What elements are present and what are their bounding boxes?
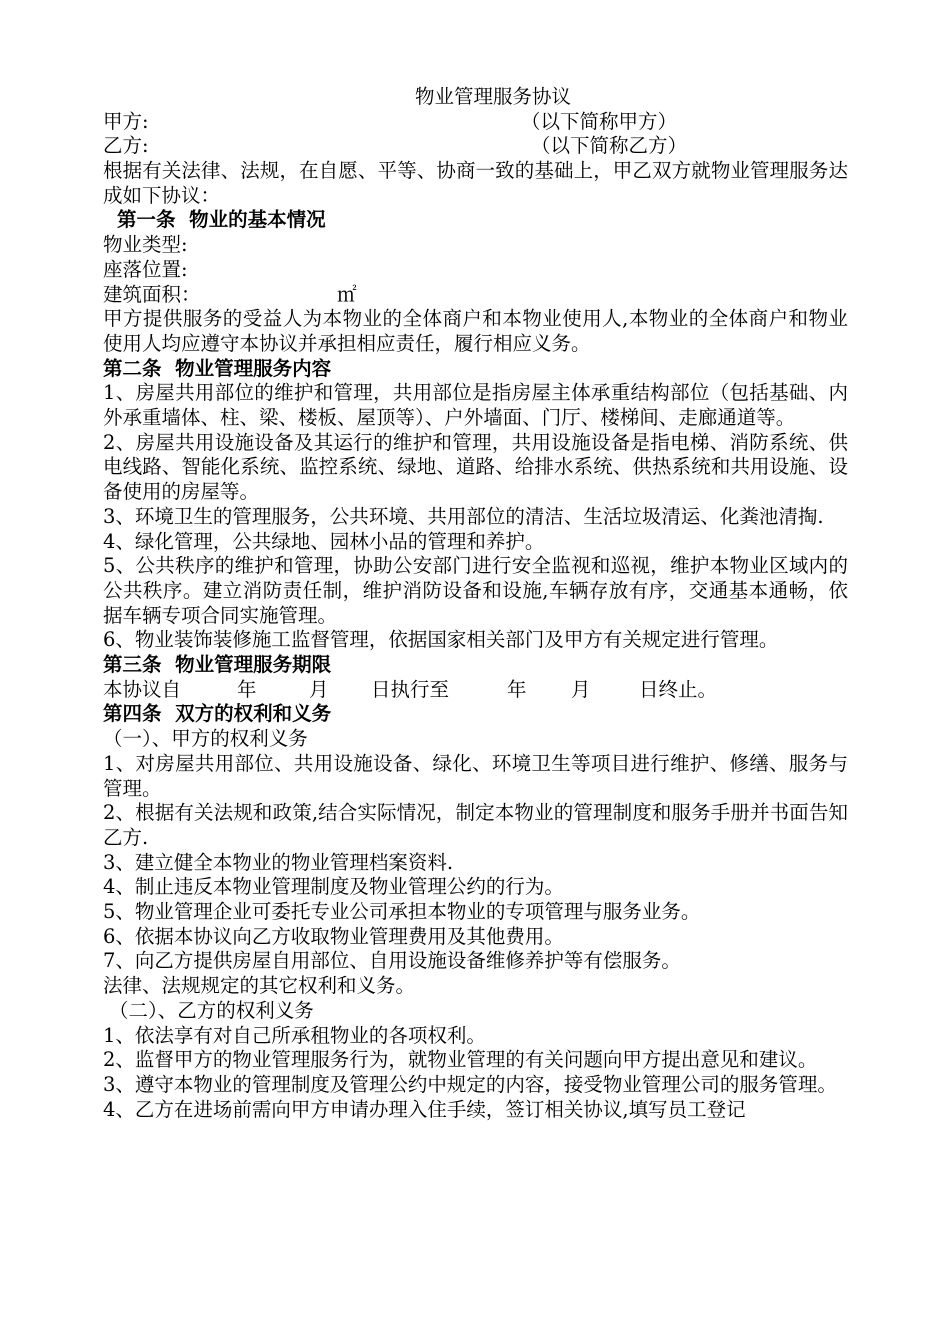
property-location-label: 座落位置: — [103, 257, 188, 281]
party-b-row — [103, 134, 848, 159]
article-2-heading: 第二条 物业管理服务内容 — [103, 356, 332, 380]
agreement-body — [103, 85, 848, 1122]
term-from-text: 本协议自 — [103, 677, 182, 701]
party-a-item: 1、对房屋共用部位、共用设施设备、绿化、环境卫生等项目进行维护、修缮、服务与管理。 — [103, 751, 848, 800]
article-2-item: 6、物业装饰装修施工监督管理，依据国家相关部门及甲方有关规定进行管理。 — [103, 628, 779, 652]
article-2-item: 4、绿化管理，公共绿地、园林小品的管理和养护。 — [103, 529, 545, 553]
party-a-item: 4、制止违反本物业管理制度及物业管理公约的行为。 — [103, 875, 564, 899]
property-type-label: 物业类型: — [103, 233, 188, 257]
intro-paragraph: 根据有关法律、法规，在自愿、平等、协商一致的基础上，甲乙双方就物业管理服务达成如下协议： — [103, 159, 848, 207]
term-year-2: 年 — [507, 677, 527, 701]
building-area-label: 建筑面积： — [103, 282, 201, 306]
party-a-item: 法律、法规规定的其它权利和义务。 — [103, 974, 416, 998]
term-year-1: 年 — [237, 677, 257, 701]
article-2-item: 5、公共秩序的维护和管理，协助公安部门进行安全监视和巡视，维护本物业区域内的公共秩序。建立消防责任制，维护消防设备和设施,车辆存放有序，交通基本通畅，依据车辆专项合同实施管理。 — [103, 554, 848, 627]
article-2-item: 1、房屋共用部位的维护和管理，共用部位是指房屋主体承重结构部位（包括基础、内外承重墙体、柱、梁、楼板、屋顶等）、户外墙面、门厅、楼梯间、走廊通道等。 — [103, 381, 848, 430]
party-b-label: 乙方: — [103, 134, 149, 158]
building-area-row — [103, 283, 848, 308]
party-b-item: 4、乙方在进场前需向甲方申请办理入住手续，签订相关协议,填写员工登记 — [103, 1097, 746, 1121]
party-b-rights-subheading: （二）、乙方的权利义务 — [109, 998, 314, 1022]
beneficiary-paragraph: 甲方提供服务的受益人为本物业的全体商户和本物业使用人,本物业的全体商户和物业使用人均应遵守本协议并承担相应责任，履行相应义务。 — [103, 307, 848, 355]
party-a-item: 7、向乙方提供房屋自用部位、自用设施设备维修养护等有偿服务。 — [103, 949, 681, 973]
party-a-item: 2、根据有关法规和政策,结合实际情况，制定本物业的管理制度和服务手册并书面告知乙方. — [103, 801, 848, 849]
article-3-heading: 第三条 物业管理服务期限 — [103, 653, 332, 677]
article-4-heading: 第四条 双方的权利和义务 — [103, 702, 332, 726]
party-a-row — [103, 110, 848, 135]
party-a-item: 3、建立健全本物业的物业管理档案资料. — [103, 850, 454, 874]
term-month-1: 月 — [309, 677, 329, 701]
party-b-note: （以下简称乙方） — [531, 134, 688, 158]
term-day-to: 日执行至 — [371, 677, 450, 701]
party-a-item: 5、物业管理企业可委托专业公司承担本物业的专项管理与服务业务。 — [103, 900, 701, 924]
term-day-end: 日终止。 — [639, 677, 718, 701]
area-unit: ㎡ — [337, 282, 357, 306]
term-month-2: 月 — [571, 677, 591, 701]
party-b-item: 2、监督甲方的物业管理服务行为，就物业管理的有关问题向甲方提出意见和建议。 — [103, 1048, 818, 1072]
document-title: 物业管理服务协议 — [414, 85, 571, 108]
article-2-item: 2、房屋共用设施设备及其运行的维护和管理，共用设施设备是指电梯、消防系统、供电线路、智能化系统、监控系统、绿地、道路、给排水系统、供热系统和共用设施、设备使用的房屋等。 — [103, 430, 848, 504]
party-a-label: 甲方: — [103, 109, 149, 133]
party-b-item: 1、依法享有对自己所承租物业的各项权利。 — [103, 1023, 486, 1047]
party-a-note: （以下简称甲方） — [521, 109, 678, 133]
party-b-item: 3、遵守本物业的管理制度及管理公约中规定的内容，接受物业管理公司的服务管理。 — [103, 1072, 837, 1096]
service-term-row — [103, 678, 848, 703]
article-2-item: 3、环境卫生的管理服务，公共环境、共用部位的清洁、生活垃圾清运、化粪池清掏. — [103, 504, 824, 528]
article-1-heading: 第一条 物业的基本情况 — [117, 208, 326, 232]
party-a-rights-subheading: （一）、甲方的权利义务 — [103, 727, 308, 751]
party-a-item: 6、依据本协议向乙方收取物业管理费用及其他费用。 — [103, 924, 564, 948]
